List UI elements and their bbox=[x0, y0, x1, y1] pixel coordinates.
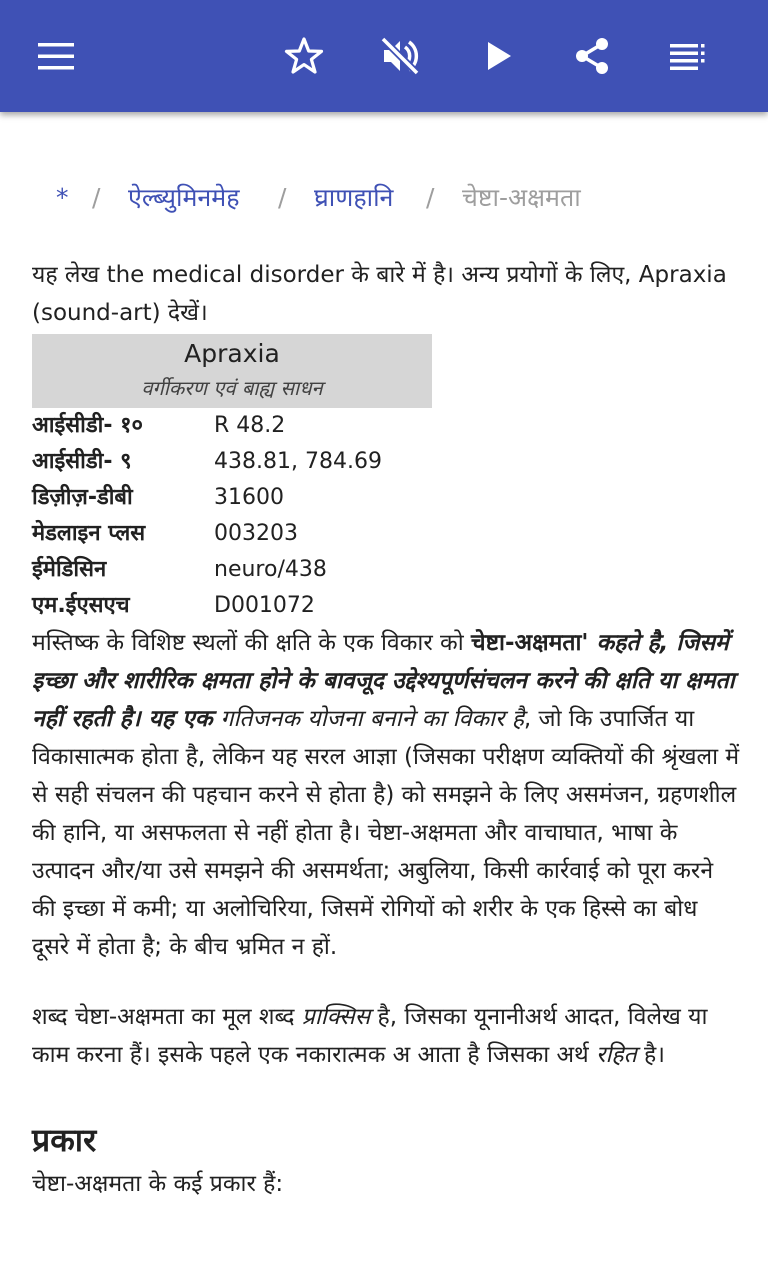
play-button[interactable] bbox=[470, 28, 526, 84]
bookmark-button[interactable] bbox=[276, 28, 332, 84]
breadcrumb-link[interactable]: घ्राणहानि bbox=[314, 183, 394, 212]
paragraph-text: शब्द चेष्टा-अक्षमता का मूल शब्द bbox=[32, 1004, 302, 1030]
breadcrumb-separator: / bbox=[278, 183, 287, 212]
breadcrumb-current: चेष्टा-अक्षमता bbox=[462, 183, 581, 212]
contents-button[interactable] bbox=[660, 28, 716, 84]
infobox-label: डिज़ीज़-डीबी bbox=[32, 485, 133, 510]
infobox-value-link[interactable]: D001072 bbox=[214, 593, 315, 618]
infobox-row bbox=[32, 516, 432, 552]
infobox-row bbox=[32, 444, 432, 480]
section-text: चेष्टा-अक्षमता के कई प्रकार हैं: bbox=[32, 1171, 284, 1197]
paragraph-text: मस्तिष्क के विशिष्ट स्थलों की क्षति के एक विकार को bbox=[32, 630, 471, 656]
lead-paragraph bbox=[32, 624, 740, 966]
bold-italic-text: कहते है, जिसमें इच्छा और शारीरिक क्षमता होने के बावजूद उद्देश्यपूर्णसंचलन करने की क्षति या क्षमता नहीं रहती है। यह एक bbox=[32, 630, 735, 732]
hatnote: यह लेख the medical disorder के बारे में है। अन्य प्रयोगों के लिए, Apraxia (sound-art) देखें। bbox=[32, 262, 727, 326]
breadcrumb-separator: / bbox=[92, 183, 101, 212]
app-toolbar bbox=[0, 0, 768, 112]
breadcrumb-separator: / bbox=[426, 183, 435, 212]
paragraph-text: , जो कि उपार्जित या विकासात्मक होता है, लेकिन यह सरल आज्ञा (जिसका परीक्षण व्यक्तियों की श्रृंखला में से सही संचलन की पहचान करने से होता है) को समझने के लिए असमंजन, ग्रहणशील की हानि, या असफलता से नहीं होता है। चेष्टा-अक्षमता और वाचाघात, भाषा के उत्पादन और/या उसे समझने की असमर्थता; अबुलिया, किसी कार्रवाई को पूरा करने की इच्छा में कमी; या अलोचिरिया, जिसमें रोगियों को शरीर के एक हिस्से का बोध दूसरे में होता है; के बीच भ्रमित न हों. bbox=[32, 706, 740, 960]
menu-button[interactable] bbox=[28, 28, 84, 84]
bold-term: चेष्टा-अक्षमता' bbox=[471, 630, 589, 656]
infobox-label: आईसीडी- १० bbox=[32, 413, 143, 438]
breadcrumb-link[interactable]: ऐल्ब्युमिनमेह bbox=[128, 183, 240, 212]
breadcrumb bbox=[0, 176, 768, 220]
infobox-row bbox=[32, 480, 432, 516]
infobox-title: Apraxia bbox=[184, 339, 280, 368]
section-heading-types: प्रकार bbox=[32, 1121, 97, 1159]
volume-mute-icon bbox=[380, 36, 420, 76]
infobox-label: एम.ईएसएच bbox=[32, 593, 130, 618]
italic-text: गतिजनक योजना बनाने का विकार है bbox=[220, 706, 524, 732]
infobox-row bbox=[32, 588, 432, 624]
infobox-label: आईसीडी- ९ bbox=[32, 449, 132, 474]
play-icon bbox=[478, 36, 518, 76]
infobox-subtitle: वर्गीकरण एवं बाह्य साधन bbox=[141, 376, 323, 400]
paragraph-text: है, जिसका यूनानीअर्थ आदत, विलेख या काम करना हैं। इसके पहले एक नकारात्मक अ आता है जिसका अर्थ bbox=[32, 1004, 708, 1068]
italic-term: रहित bbox=[596, 1042, 637, 1068]
infobox-value-link[interactable]: R 48.2 bbox=[214, 413, 286, 438]
infobox-value-link[interactable]: 003203 bbox=[214, 521, 298, 546]
infobox bbox=[32, 334, 432, 624]
toc-list-icon bbox=[668, 36, 708, 76]
paragraph-text: है। bbox=[636, 1042, 665, 1068]
infobox-label: मेडलाइन प्लस bbox=[32, 521, 146, 546]
infobox-value-link[interactable]: neuro/438 bbox=[214, 557, 327, 582]
infobox-header bbox=[32, 334, 432, 408]
menu-icon bbox=[36, 36, 76, 76]
mute-button[interactable] bbox=[372, 28, 428, 84]
infobox-row bbox=[32, 552, 432, 588]
infobox-label: ईमेडिसिन bbox=[32, 557, 107, 582]
italic-term: प्राक्सिस bbox=[301, 1004, 371, 1030]
share-icon bbox=[572, 36, 612, 76]
breadcrumb-home-link[interactable]: * bbox=[56, 183, 69, 212]
star-outline-icon bbox=[284, 36, 324, 76]
infobox-row bbox=[32, 408, 432, 444]
infobox-value-link[interactable]: 31600 bbox=[214, 485, 284, 510]
infobox-value-link[interactable]: 438.81, 784.69 bbox=[214, 449, 382, 474]
article-content bbox=[32, 256, 740, 1202]
etymology-paragraph bbox=[32, 998, 740, 1074]
share-button[interactable] bbox=[564, 28, 620, 84]
